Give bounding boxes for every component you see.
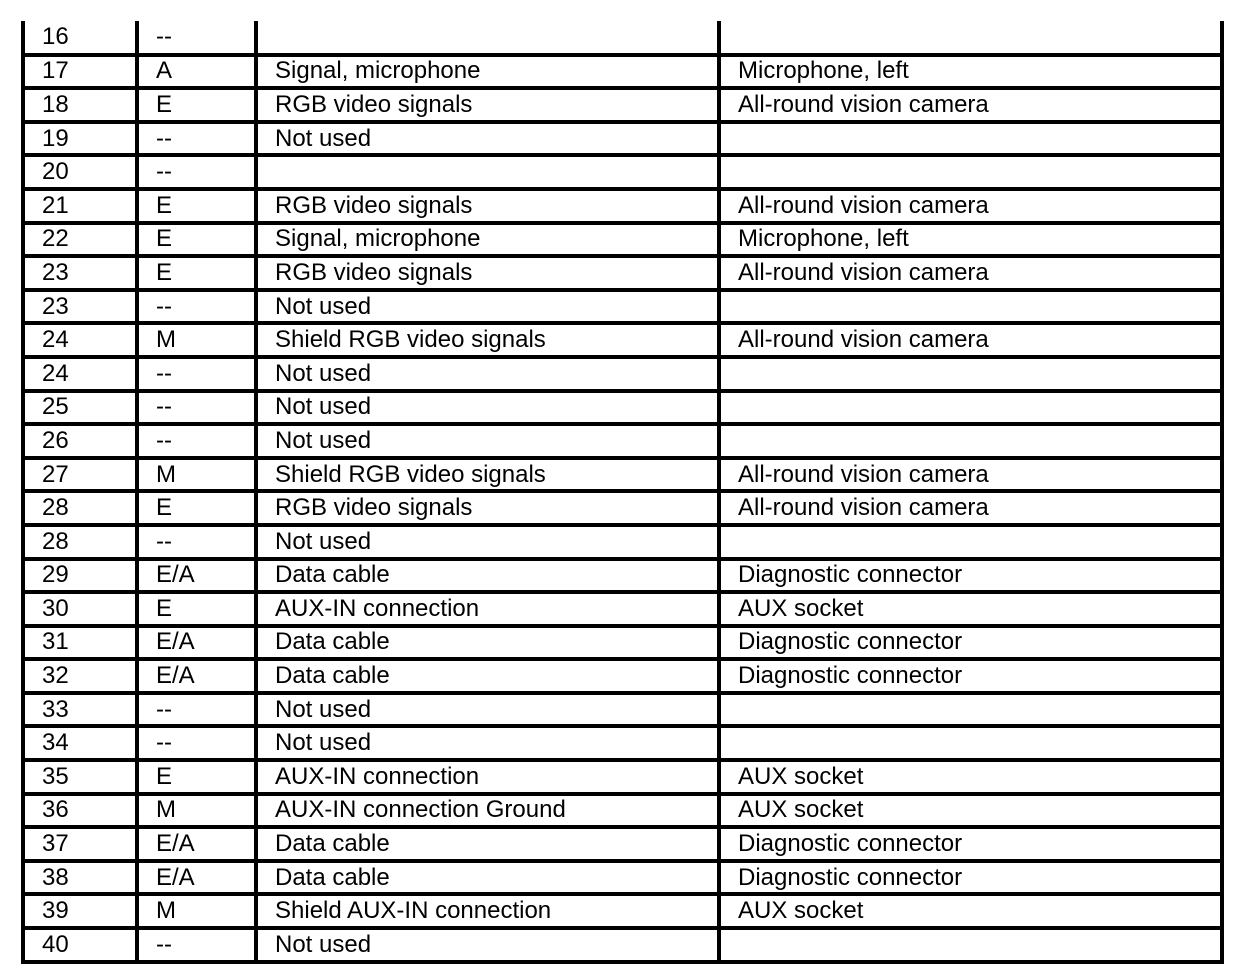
component-cell: All-round vision camera xyxy=(719,491,1222,525)
pin-number-cell: 36 xyxy=(23,794,137,828)
table-row xyxy=(23,726,1222,760)
signal-direction-cell: -- xyxy=(137,155,256,189)
component-cell xyxy=(719,928,1222,962)
component-cell: All-round vision camera xyxy=(719,189,1222,223)
component-cell: AUX socket xyxy=(719,760,1222,794)
signal-direction-cell: A xyxy=(137,55,256,89)
table-row xyxy=(23,357,1222,391)
table-row xyxy=(23,290,1222,324)
signal-direction-cell: E xyxy=(137,189,256,223)
table-row xyxy=(23,794,1222,828)
table-row xyxy=(23,88,1222,122)
table-row xyxy=(23,256,1222,290)
pin-number-cell: 26 xyxy=(23,424,137,458)
function-cell xyxy=(256,21,719,55)
function-cell: AUX-IN connection Ground xyxy=(256,794,719,828)
function-cell: Data cable xyxy=(256,559,719,593)
pin-number-cell: 27 xyxy=(23,458,137,492)
signal-direction-cell: E xyxy=(137,88,256,122)
pin-assignment-table xyxy=(21,21,1224,964)
table-row xyxy=(23,928,1222,962)
function-cell: RGB video signals xyxy=(256,189,719,223)
component-cell xyxy=(719,424,1222,458)
component-cell xyxy=(719,693,1222,727)
component-cell xyxy=(719,525,1222,559)
signal-direction-cell: E xyxy=(137,760,256,794)
pin-number-cell: 22 xyxy=(23,223,137,257)
component-cell: All-round vision camera xyxy=(719,458,1222,492)
table-row xyxy=(23,55,1222,89)
pin-number-cell: 18 xyxy=(23,88,137,122)
function-cell: Not used xyxy=(256,391,719,425)
component-cell: All-round vision camera xyxy=(719,323,1222,357)
function-cell: Not used xyxy=(256,122,719,156)
table-row xyxy=(23,323,1222,357)
table-row xyxy=(23,894,1222,928)
function-cell xyxy=(256,155,719,189)
signal-direction-cell: E/A xyxy=(137,827,256,861)
component-cell: AUX socket xyxy=(719,894,1222,928)
signal-direction-cell: -- xyxy=(137,357,256,391)
function-cell: Shield RGB video signals xyxy=(256,323,719,357)
pin-number-cell: 28 xyxy=(23,525,137,559)
signal-direction-cell: -- xyxy=(137,928,256,962)
function-cell: Data cable xyxy=(256,626,719,660)
function-cell: RGB video signals xyxy=(256,491,719,525)
function-cell: AUX-IN connection xyxy=(256,592,719,626)
function-cell: Not used xyxy=(256,357,719,391)
component-cell: Diagnostic connector xyxy=(719,861,1222,895)
signal-direction-cell: E/A xyxy=(137,559,256,593)
table-row xyxy=(23,861,1222,895)
pin-number-cell: 23 xyxy=(23,290,137,324)
table-row xyxy=(23,592,1222,626)
component-cell: All-round vision camera xyxy=(719,256,1222,290)
pin-number-cell: 29 xyxy=(23,559,137,593)
pin-number-cell: 32 xyxy=(23,659,137,693)
pin-number-cell: 37 xyxy=(23,827,137,861)
pin-number-cell: 30 xyxy=(23,592,137,626)
table-row xyxy=(23,424,1222,458)
pin-number-cell: 24 xyxy=(23,323,137,357)
signal-direction-cell: M xyxy=(137,323,256,357)
pin-number-cell: 28 xyxy=(23,491,137,525)
signal-direction-cell: E/A xyxy=(137,626,256,660)
signal-direction-cell: -- xyxy=(137,424,256,458)
signal-direction-cell: E xyxy=(137,256,256,290)
pin-number-cell: 17 xyxy=(23,55,137,89)
table-row xyxy=(23,458,1222,492)
function-cell: Data cable xyxy=(256,827,719,861)
component-cell: Diagnostic connector xyxy=(719,827,1222,861)
component-cell: AUX socket xyxy=(719,794,1222,828)
pin-number-cell: 40 xyxy=(23,928,137,962)
component-cell: AUX socket xyxy=(719,592,1222,626)
signal-direction-cell: E xyxy=(137,223,256,257)
pin-number-cell: 25 xyxy=(23,391,137,425)
component-cell xyxy=(719,726,1222,760)
pin-number-cell: 35 xyxy=(23,760,137,794)
function-cell: Signal, microphone xyxy=(256,223,719,257)
component-cell: Diagnostic connector xyxy=(719,559,1222,593)
signal-direction-cell: -- xyxy=(137,726,256,760)
function-cell: Not used xyxy=(256,693,719,727)
signal-direction-cell: -- xyxy=(137,525,256,559)
pin-number-cell: 16 xyxy=(23,21,137,55)
component-cell: Microphone, left xyxy=(719,55,1222,89)
signal-direction-cell: E/A xyxy=(137,861,256,895)
function-cell: Data cable xyxy=(256,659,719,693)
table-row xyxy=(23,391,1222,425)
table-row xyxy=(23,559,1222,593)
component-cell: All-round vision camera xyxy=(719,88,1222,122)
table-row xyxy=(23,223,1222,257)
pin-number-cell: 33 xyxy=(23,693,137,727)
pin-number-cell: 31 xyxy=(23,626,137,660)
table-row xyxy=(23,525,1222,559)
table-row xyxy=(23,659,1222,693)
component-cell xyxy=(719,21,1222,55)
signal-direction-cell: M xyxy=(137,458,256,492)
signal-direction-cell: M xyxy=(137,794,256,828)
signal-direction-cell: -- xyxy=(137,122,256,156)
pin-number-cell: 21 xyxy=(23,189,137,223)
table-row xyxy=(23,693,1222,727)
component-cell: Diagnostic connector xyxy=(719,626,1222,660)
function-cell: Shield RGB video signals xyxy=(256,458,719,492)
component-cell xyxy=(719,391,1222,425)
function-cell: AUX-IN connection xyxy=(256,760,719,794)
component-cell xyxy=(719,357,1222,391)
function-cell: RGB video signals xyxy=(256,256,719,290)
signal-direction-cell: -- xyxy=(137,693,256,727)
pin-number-cell: 19 xyxy=(23,122,137,156)
signal-direction-cell: M xyxy=(137,894,256,928)
signal-direction-cell: -- xyxy=(137,21,256,55)
function-cell: Not used xyxy=(256,525,719,559)
function-cell: Not used xyxy=(256,424,719,458)
component-cell xyxy=(719,290,1222,324)
signal-direction-cell: E xyxy=(137,592,256,626)
pin-number-cell: 38 xyxy=(23,861,137,895)
signal-direction-cell: E xyxy=(137,491,256,525)
component-cell: Microphone, left xyxy=(719,223,1222,257)
table-row xyxy=(23,491,1222,525)
table-row xyxy=(23,155,1222,189)
function-cell: Data cable xyxy=(256,861,719,895)
table-row xyxy=(23,122,1222,156)
component-cell xyxy=(719,122,1222,156)
function-cell: Shield AUX-IN connection xyxy=(256,894,719,928)
table-row xyxy=(23,189,1222,223)
pin-number-cell: 24 xyxy=(23,357,137,391)
table-row xyxy=(23,760,1222,794)
component-cell xyxy=(719,155,1222,189)
function-cell: Not used xyxy=(256,726,719,760)
function-cell: Not used xyxy=(256,928,719,962)
signal-direction-cell: -- xyxy=(137,391,256,425)
function-cell: Not used xyxy=(256,290,719,324)
signal-direction-cell: -- xyxy=(137,290,256,324)
pin-number-cell: 23 xyxy=(23,256,137,290)
pin-number-cell: 20 xyxy=(23,155,137,189)
pin-table-body xyxy=(23,21,1222,962)
table-row xyxy=(23,21,1222,55)
function-cell: RGB video signals xyxy=(256,88,719,122)
table-row xyxy=(23,827,1222,861)
function-cell: Signal, microphone xyxy=(256,55,719,89)
table-row xyxy=(23,626,1222,660)
pin-number-cell: 39 xyxy=(23,894,137,928)
component-cell: Diagnostic connector xyxy=(719,659,1222,693)
signal-direction-cell: E/A xyxy=(137,659,256,693)
pin-number-cell: 34 xyxy=(23,726,137,760)
